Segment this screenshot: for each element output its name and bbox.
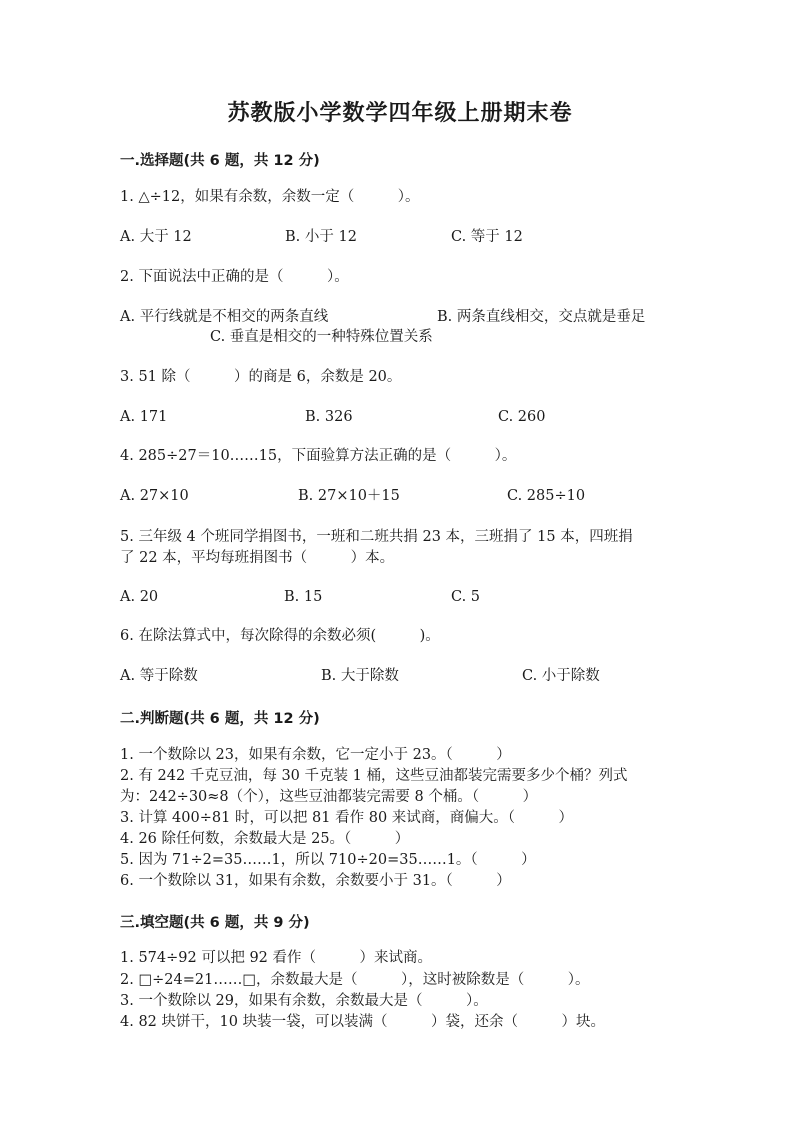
option-b: B. 大于除数 — [321, 668, 399, 684]
tf-item: 2. 有 242 千克豆油，每 30 千克装 1 桶，这些豆油都装完需要多少个桶？列式 — [120, 768, 628, 784]
option-c: C. 5 — [451, 589, 481, 605]
tf-item: 3. 计算 400÷81 时，可以把 81 看作 80 来试商，商偏大。（ ） — [120, 810, 574, 826]
tf-item: 6. 一个数除以 31，如果有余数，余数要小于 31。（ ） — [120, 873, 511, 889]
fill-item: 4. 82 块饼干，10 块装一袋，可以装满（ ）袋，还余（ ）块。 — [120, 1014, 606, 1030]
option-c: C. 小于除数 — [522, 668, 600, 684]
question-stem-line2: 了 22 本，平均每班捐图书（ ）本。 — [120, 550, 395, 566]
question-stem: 6. 在除法算式中，每次除得的余数必须( )。 — [120, 628, 440, 644]
fill-item: 3. 一个数除以 29，如果有余数，余数最大是（ ）。 — [120, 993, 488, 1009]
option-a: A. 20 — [120, 589, 159, 605]
option-a: A. 大于 12 — [120, 229, 192, 245]
section-heading-fill-blank: 三.填空题(共 6 题，共 9 分) — [120, 915, 310, 931]
option-b: B. 27×10＋15 — [298, 488, 400, 504]
question-stem-line1: 5. 三年级 4 个班同学捐图书，一班和二班共捐 23 本，三班捐了 15 本，四班捐 — [120, 529, 633, 545]
question-stem: 2. 下面说法中正确的是（ ）。 — [120, 269, 349, 285]
option-b: B. 小于 12 — [285, 229, 357, 245]
section-heading-choice: 一.选择题(共 6 题，共 12 分) — [120, 153, 320, 169]
tf-item-continued: 为：242÷30≈8（个），这些豆油都装完需要 8 个桶。（ ） — [120, 789, 538, 805]
section-heading-true-false: 二.判断题(共 6 题，共 12 分) — [120, 711, 320, 727]
option-c: C. 等于 12 — [451, 229, 523, 245]
tf-item: 4. 26 除任何数，余数最大是 25。（ ） — [120, 831, 410, 847]
option-a: A. 等于除数 — [120, 668, 198, 684]
fill-item: 1. 574÷92 可以把 92 看作（ ）来试商。 — [120, 950, 432, 966]
option-a: A. 27×10 — [120, 488, 189, 504]
option-a: A. 171 — [120, 409, 168, 425]
question-stem: 3. 51 除（ ）的商是 6，余数是 20。 — [120, 369, 402, 385]
option-b: B. 15 — [284, 589, 323, 605]
page-title: 苏教版小学数学四年级上册期末卷 — [227, 100, 573, 126]
option-c: C. 285÷10 — [507, 488, 586, 504]
option-b: B. 两条直线相交，交点就是垂足 — [437, 309, 646, 325]
question-stem: 1. △÷12，如果有余数，余数一定（ ）。 — [120, 189, 420, 205]
tf-item: 1. 一个数除以 23，如果有余数，它一定小于 23。（ ） — [120, 747, 511, 763]
option-a: A. 平行线就是不相交的两条直线 — [120, 309, 329, 325]
fill-item: 2. □÷24=21……□，余数最大是（ ），这时被除数是（ ）。 — [120, 972, 590, 988]
tf-item: 5. 因为 71÷2=35……1，所以 710÷20=35……1。（ ） — [120, 852, 536, 868]
question-stem: 4. 285÷27＝10……15，下面验算方法正确的是（ ）。 — [120, 448, 517, 464]
option-c: C. 260 — [498, 409, 546, 425]
option-b: B. 326 — [305, 409, 353, 425]
option-c: C. 垂直是相交的一种特殊位置关系 — [210, 329, 433, 345]
